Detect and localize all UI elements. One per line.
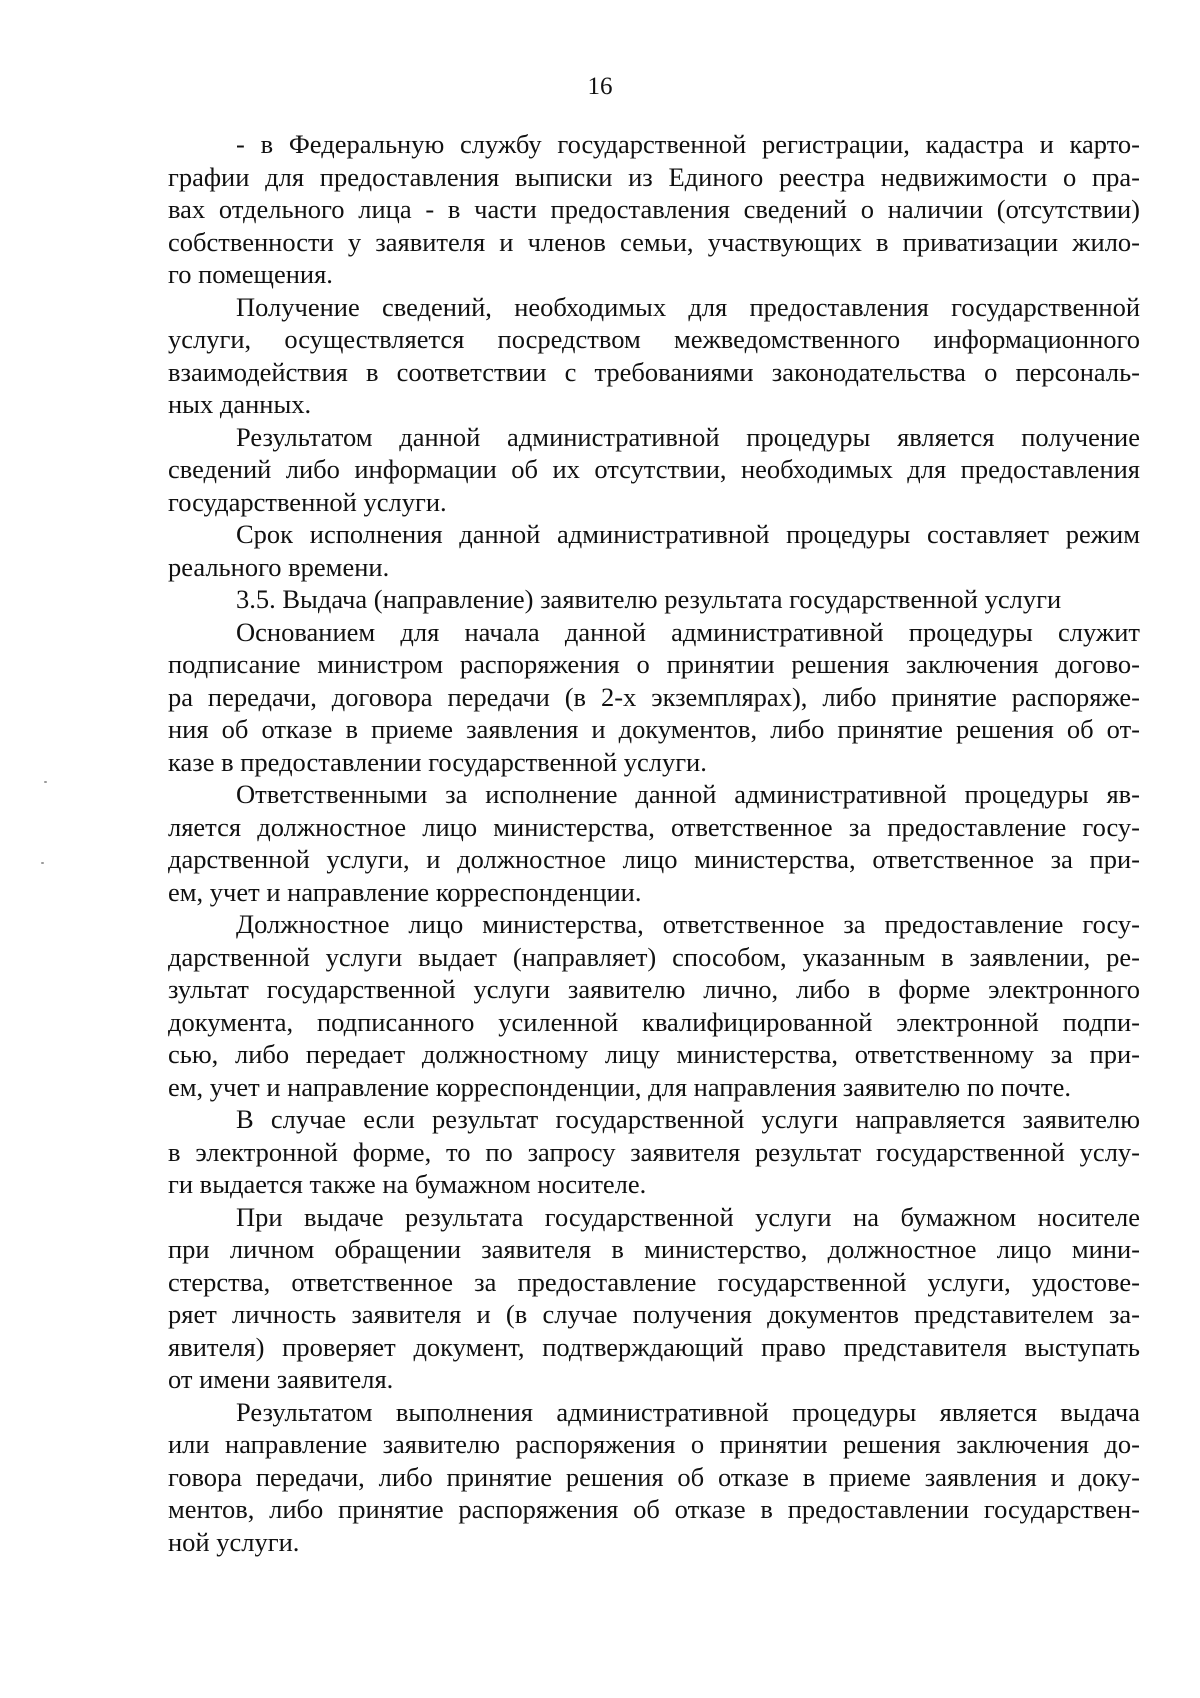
text-line: В случае если результат государственной услуги направляется заявителю (236, 1104, 1140, 1134)
text-line: Результатом выполнения административной процедуры является выдача (236, 1396, 1140, 1427)
text-line: ги выдается также на бумажном носителе. (168, 1169, 647, 1199)
text-line: услуги, осуществляется посредством межведомственного информационного (168, 324, 1140, 354)
section-heading: 3.5. Выдача (направление) заявителю результата государственной услуги (236, 584, 1062, 614)
text-line: го помещения. (168, 259, 333, 289)
text-line: ния об отказе в приеме заявления и документов, либо принятие решения об от- (168, 714, 1140, 744)
text-line: Ответственными за исполнение данной административной процедуры яв- (236, 779, 1140, 809)
text-line: ем, учет и направление корреспонденции, для направления заявителю по почте. (168, 1071, 1071, 1102)
text-line: в электронной форме, то по запросу заявителя результат государственной услу- (168, 1136, 1140, 1167)
text-line: ем, учет и направление корреспонденции. (168, 876, 642, 907)
text-line: казе в предоставлении государственной услуги. (168, 746, 707, 777)
body-text (168, 128, 1140, 1558)
text-line: стерства, ответственное за предоставление государственной услуги, удостове- (168, 1266, 1140, 1297)
text-line: ра передачи, договора передачи (в 2-х экземплярах), либо принятие распоряже- (168, 681, 1140, 712)
text-line: Срок исполнения данной административной процедуры составляет режим (236, 519, 1140, 549)
text-line: документа, подписанного усиленной квалифицированной электронной подпи- (168, 1006, 1140, 1037)
text-line: ряет личность заявителя и (в случае получения документов представителем за- (168, 1299, 1140, 1329)
text-line: сью, либо передает должностному лицу министерства, ответственному за при- (168, 1039, 1140, 1069)
scan-speck (44, 781, 47, 783)
text-line: ментов, либо принятие распоряжения об отказе в предоставлении государствен- (168, 1494, 1140, 1524)
text-line: государственной услуги. (168, 486, 447, 517)
text-line: собственности у заявителя и членов семьи, участвующих в приватизации жило- (168, 226, 1140, 257)
text-line: сведений либо информации об их отсутствии, необходимых для предоставления (168, 454, 1140, 484)
text-line: ляется должностное лицо министерства, ответственное за предоставление госу- (168, 811, 1140, 842)
text-line: при личном обращении заявителя в министерство, должностное лицо мини- (168, 1234, 1140, 1264)
page-number: 16 (587, 73, 613, 100)
text-line: реального времени. (168, 551, 390, 582)
text-line: ной услуги. (168, 1526, 300, 1557)
text-line: - в Федеральную службу государственной регистрации, кадастра и карто- (236, 129, 1140, 159)
text-line: зультат государственной услуги заявителю лично, либо в форме электронного (168, 974, 1140, 1004)
text-line: от имени заявителя. (168, 1364, 394, 1394)
text-line: подписание министром распоряжения о принятии решения заключения догово- (168, 649, 1140, 679)
text-line: При выдаче результата государственной услуги на бумажном носителе (236, 1201, 1140, 1232)
text-line: Результатом данной административной процедуры является получение (236, 421, 1140, 452)
text-line: дарственной услуги выдает (направляет) способом, указанным в заявлении, ре- (168, 941, 1140, 972)
text-line: говора передачи, либо принятие решения об отказе в приеме заявления и доку- (168, 1461, 1140, 1492)
scan-speck (41, 862, 44, 864)
text-line: графии для предоставления выписки из Единого реестра недвижимости о пра- (168, 161, 1140, 192)
text-line: Основанием для начала данной административной процедуры служит (236, 616, 1140, 647)
text-line: ных данных. (168, 389, 312, 419)
text-line: взаимодействия в соответствии с требованиями законодательства о персональ- (168, 356, 1140, 387)
text-line: вах отдельного лица - в части предоставления сведений о наличии (отсутствии) (168, 194, 1140, 224)
text-line: дарственной услуги, и должностное лицо министерства, ответственное за при- (168, 844, 1140, 874)
text-line: явителя) проверяет документ, подтверждающий право представителя выступать (168, 1331, 1140, 1362)
text-line: Получение сведений, необходимых для предоставления государственной (236, 291, 1140, 322)
text-line: Должностное лицо министерства, ответственное за предоставление госу- (236, 909, 1140, 939)
text-line: или направление заявителю распоряжения о принятии решения заключения до- (168, 1429, 1140, 1459)
